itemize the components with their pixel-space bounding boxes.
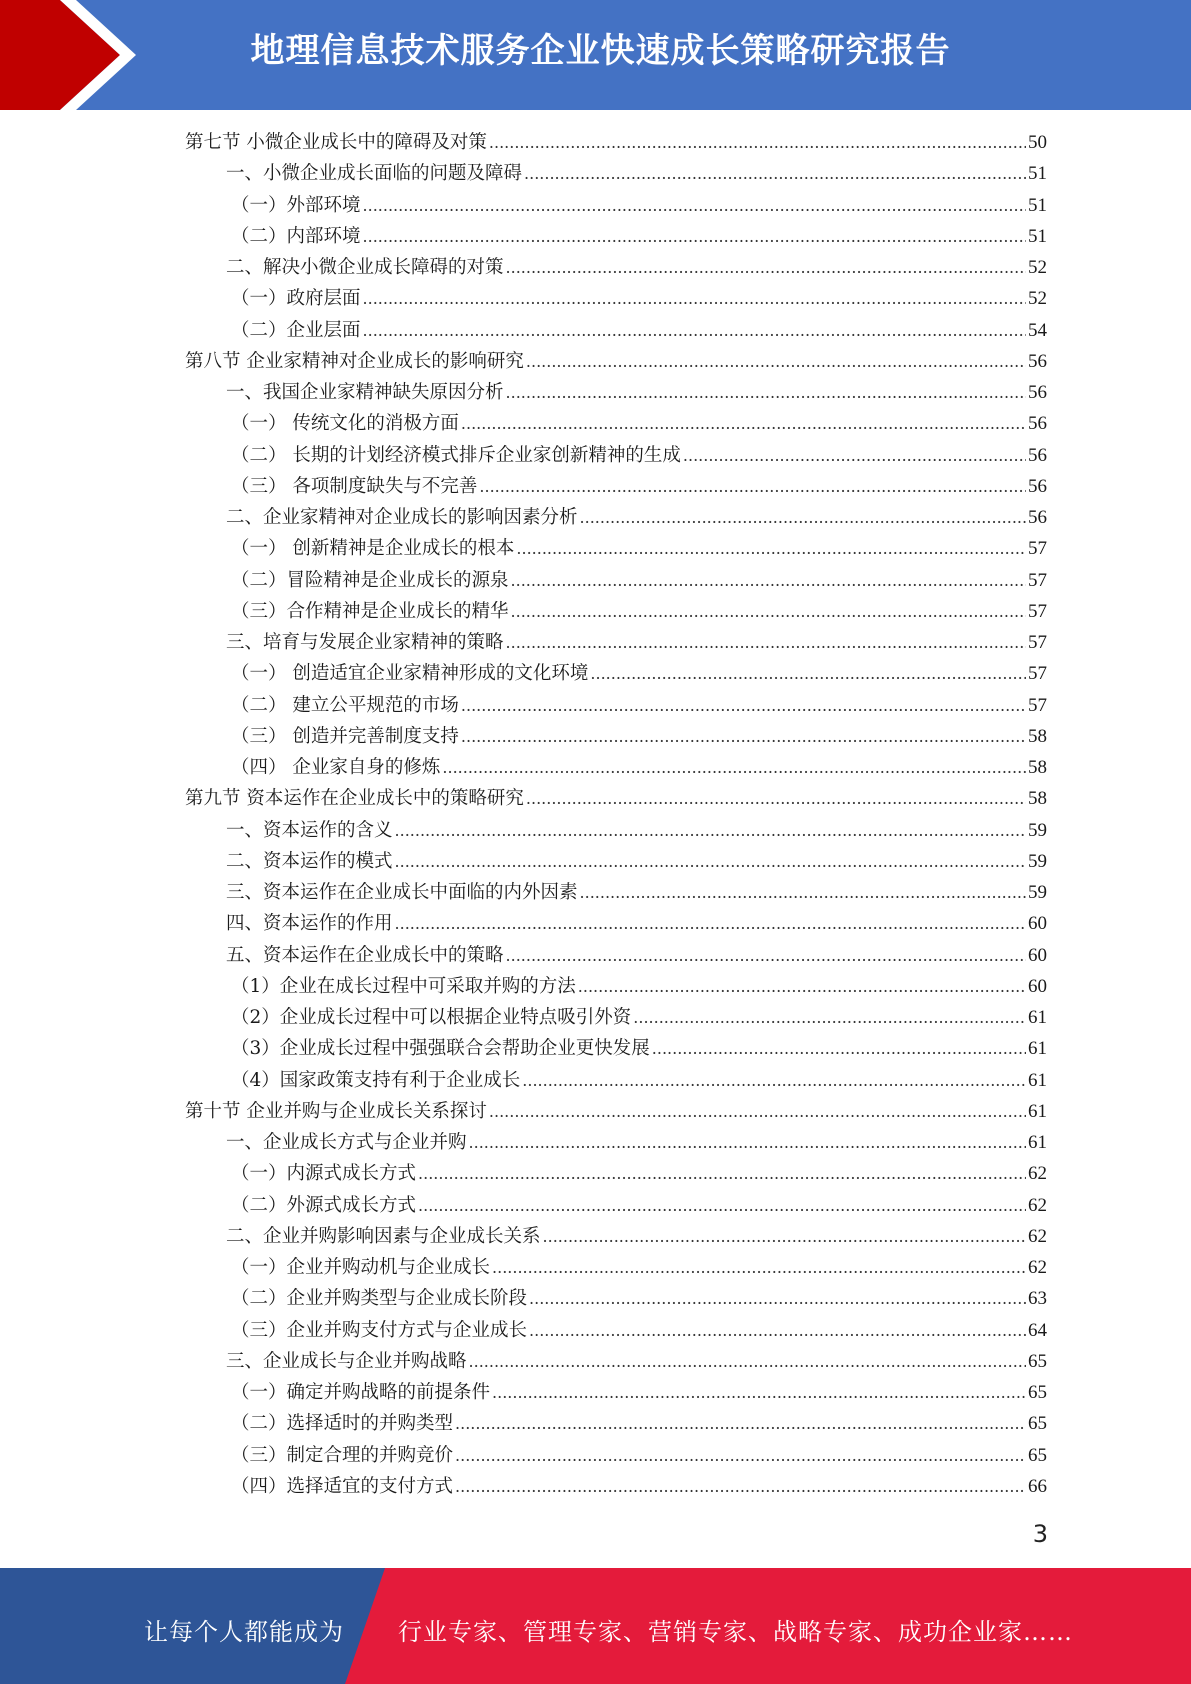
toc-entry-page: 65	[1028, 1350, 1047, 1372]
toc-entry-title: （二）企业并购类型与企业成长阶段	[231, 1288, 528, 1310]
toc-entry[interactable]	[185, 566, 1047, 597]
toc-entry[interactable]	[185, 878, 1047, 909]
toc-entry-page: 60	[1028, 944, 1047, 966]
toc-entry-title: 三、资本运作在企业成长中面临的内外因素	[226, 882, 578, 903]
toc-dot-leader	[492, 1382, 1026, 1403]
toc-dot-leader	[590, 663, 1026, 684]
toc-entry-page: 65	[1028, 1382, 1047, 1403]
toc-entry-page: 62	[1028, 1257, 1047, 1278]
toc-entry[interactable]	[185, 316, 1047, 347]
toc-entry[interactable]	[185, 409, 1047, 440]
toc-entry[interactable]	[185, 1472, 1047, 1503]
footer-slogan-right: 行业专家、管理专家、营销专家、战略专家、成功企业家……	[398, 1618, 1073, 1646]
footer-slogan-left: 让每个人都能成为	[144, 1618, 344, 1646]
toc-entry-title: （四） 企业家自身的修炼	[231, 757, 441, 778]
toc-entry[interactable]	[185, 222, 1047, 253]
toc-dot-leader	[506, 945, 1026, 966]
toc-entry[interactable]	[185, 191, 1047, 222]
toc-entry-title: 第七节 小微企业成长中的障碍及对策	[185, 132, 487, 153]
toc-entry[interactable]	[185, 378, 1047, 409]
toc-dot-leader	[524, 163, 1026, 184]
toc-entry[interactable]	[185, 691, 1047, 722]
toc-dot-leader	[506, 257, 1026, 278]
toc-entry[interactable]	[185, 1097, 1047, 1128]
toc-entry-page: 60	[1028, 913, 1047, 935]
toc-entry-title: （一） 创造适宜企业家精神形成的文化环境	[231, 663, 589, 685]
toc-entry-title: 三、培育与发展企业家精神的策略	[226, 632, 504, 653]
toc-entry-title: 二、资本运作的模式	[226, 850, 393, 872]
report-title: 地理信息技术服务企业快速成长策略研究报告	[250, 31, 951, 71]
toc-dot-leader	[529, 1288, 1026, 1309]
toc-entry-page: 57	[1028, 632, 1047, 653]
toc-dot-leader	[418, 1163, 1026, 1184]
toc-entry-title: （四）选择适宜的支付方式	[231, 1475, 454, 1497]
toc-entry[interactable]	[185, 253, 1047, 284]
toc-dot-leader	[395, 913, 1026, 934]
toc-entry[interactable]	[185, 659, 1047, 690]
toc-entry-title: （一） 传统文化的消极方面	[231, 413, 459, 435]
toc-entry-page: 59	[1028, 882, 1047, 903]
toc-entry[interactable]	[185, 1003, 1047, 1034]
toc-entry-page: 51	[1028, 225, 1047, 247]
toc-entry-page: 61	[1028, 1038, 1047, 1060]
toc-entry[interactable]	[185, 784, 1047, 815]
toc-dot-leader	[418, 1195, 1026, 1216]
toc-entry-page: 57	[1028, 663, 1047, 685]
toc-dot-leader	[395, 820, 1026, 841]
toc-entry-page: 62	[1028, 1225, 1047, 1247]
toc-entry-title: （一）政府层面	[231, 288, 361, 310]
toc-entry[interactable]	[185, 1378, 1047, 1409]
toc-dot-leader	[363, 226, 1026, 247]
toc-entry-title: （三）合作精神是企业成长的精华	[231, 600, 509, 622]
toc-entry-title: （二）企业层面	[231, 319, 361, 341]
toc-dot-leader	[683, 445, 1026, 466]
toc-dot-leader	[455, 1445, 1026, 1466]
toc-dot-leader	[506, 632, 1026, 653]
toc-entry-page: 60	[1028, 975, 1047, 997]
toc-entry[interactable]	[185, 534, 1047, 565]
toc-dot-leader	[363, 195, 1026, 216]
toc-entry-title: （三）制定合理的并购竞价	[231, 1444, 454, 1466]
toc-entry-page: 56	[1028, 350, 1047, 372]
page-number: 3	[1032, 1520, 1048, 1548]
toc-entry[interactable]	[185, 128, 1047, 159]
toc-entry-title: 二、解决小微企业成长障碍的对策	[226, 257, 504, 278]
toc-dot-leader	[469, 1351, 1026, 1372]
toc-entry-title: （三） 创造并完善制度支持	[231, 725, 459, 747]
toc-entry[interactable]	[185, 1159, 1047, 1190]
toc-entry[interactable]	[185, 1441, 1047, 1472]
toc-entry[interactable]	[185, 347, 1047, 378]
toc-dot-leader	[522, 1070, 1026, 1091]
toc-entry[interactable]	[185, 1066, 1047, 1097]
toc-entry[interactable]	[185, 628, 1047, 659]
toc-entry[interactable]	[185, 816, 1047, 847]
toc-entry[interactable]	[185, 284, 1047, 315]
toc-entry-title: （三） 各项制度缺失与不完善	[231, 475, 478, 497]
toc-entry[interactable]	[185, 1128, 1047, 1159]
toc-dot-leader	[511, 601, 1026, 622]
toc-entry-title: （二）选择适时的并购类型	[231, 1413, 454, 1435]
toc-entry[interactable]	[185, 941, 1047, 972]
header-banner	[0, 0, 1191, 110]
toc-entry[interactable]	[185, 1284, 1047, 1315]
toc-entry-title: 四、资本运作的作用	[226, 913, 393, 935]
toc-dot-leader	[529, 1320, 1026, 1341]
toc-dot-leader	[652, 1038, 1026, 1059]
toc-entry-page: 58	[1028, 725, 1047, 747]
toc-entry-title: （一）外部环境	[231, 194, 361, 216]
toc-entry-title: 第八节 企业家精神对企业成长的影响研究	[185, 350, 524, 372]
toc-entry-title: （二） 建立公平规范的市场	[231, 694, 459, 716]
toc-dot-leader	[455, 1476, 1026, 1497]
toc-entry[interactable]	[185, 1253, 1047, 1284]
toc-entry-title: （三）企业并购支付方式与企业成长	[231, 1319, 528, 1341]
toc-entry-title: （二） 长期的计划经济模式排斥企业家创新精神的生成	[231, 444, 681, 466]
toc-entry-page: 52	[1028, 288, 1047, 310]
toc-entry[interactable]	[185, 1034, 1047, 1065]
toc-entry[interactable]	[185, 753, 1047, 784]
toc-entry-page: 52	[1028, 257, 1047, 278]
toc-entry[interactable]	[185, 1191, 1047, 1222]
toc-entry-title: （一）确定并购战略的前提条件	[231, 1382, 491, 1403]
toc-dot-leader	[492, 1257, 1026, 1278]
toc-entry-title: 一、我国企业家精神缺失原因分析	[226, 382, 504, 403]
toc-entry-page: 58	[1028, 788, 1047, 810]
toc-entry-title: 五、资本运作在企业成长中的策略	[226, 944, 504, 966]
toc-entry-page: 61	[1028, 1007, 1047, 1028]
table-of-contents	[185, 128, 1047, 1503]
toc-entry[interactable]	[185, 909, 1047, 940]
toc-entry[interactable]	[185, 597, 1047, 628]
toc-entry-page: 61	[1028, 1069, 1047, 1091]
toc-entry-page: 66	[1028, 1475, 1047, 1497]
toc-entry-page: 56	[1028, 507, 1047, 528]
toc-entry[interactable]	[185, 472, 1047, 503]
toc-entry-page: 56	[1028, 444, 1047, 466]
toc-entry-page: 61	[1028, 1100, 1047, 1122]
toc-entry-page: 50	[1028, 132, 1047, 153]
toc-entry-title: （3）企业成长过程中强强联合会帮助企业更快发展	[231, 1038, 650, 1060]
toc-entry[interactable]	[185, 441, 1047, 472]
toc-dot-leader	[461, 726, 1026, 747]
toc-entry[interactable]	[185, 159, 1047, 190]
toc-dot-leader	[455, 1413, 1026, 1434]
toc-entry-page: 65	[1028, 1413, 1047, 1435]
toc-entry-page: 57	[1028, 538, 1047, 560]
toc-entry-title: （一）内源式成长方式	[231, 1163, 417, 1185]
toc-dot-leader	[580, 882, 1026, 903]
toc-dot-leader	[526, 788, 1026, 809]
toc-dot-leader	[489, 132, 1026, 153]
toc-entry-title: （二）内部环境	[231, 225, 361, 247]
toc-entry-title: （一）企业并购动机与企业成长	[231, 1257, 491, 1278]
toc-dot-leader	[506, 382, 1026, 403]
toc-entry-title: （2）企业成长过程中可以根据企业特点吸引外资	[231, 1007, 632, 1028]
toc-entry-title: 一、小微企业成长面临的问题及障碍	[226, 163, 523, 185]
toc-dot-leader	[516, 538, 1026, 559]
toc-entry-title: （二）冒险精神是企业成长的源泉	[231, 569, 509, 591]
toc-entry-title: 三、企业成长与企业并购战略	[226, 1350, 467, 1372]
toc-entry-page: 51	[1028, 194, 1047, 216]
toc-entry-page: 57	[1028, 694, 1047, 716]
toc-dot-leader	[543, 1226, 1026, 1247]
toc-entry-page: 59	[1028, 850, 1047, 872]
toc-entry-page: 57	[1028, 569, 1047, 591]
toc-entry[interactable]	[185, 847, 1047, 878]
toc-dot-leader	[580, 507, 1026, 528]
toc-dot-leader	[578, 976, 1026, 997]
toc-entry-page: 56	[1028, 382, 1047, 403]
toc-entry-page: 59	[1028, 819, 1047, 841]
toc-entry-page: 64	[1028, 1319, 1047, 1341]
toc-entry-page: 63	[1028, 1288, 1047, 1310]
toc-entry-page: 51	[1028, 163, 1047, 185]
toc-entry-title: 一、企业成长方式与企业并购	[226, 1132, 467, 1153]
toc-entry-page: 54	[1028, 319, 1047, 341]
toc-dot-leader	[461, 695, 1026, 716]
toc-entry-title: 第十节 企业并购与企业成长关系探讨	[185, 1100, 487, 1122]
toc-entry[interactable]	[185, 722, 1047, 753]
toc-dot-leader	[511, 570, 1026, 591]
toc-dot-leader	[469, 1132, 1026, 1153]
toc-entry-page: 65	[1028, 1444, 1047, 1466]
toc-dot-leader	[363, 288, 1026, 309]
toc-entry-title: （二）外源式成长方式	[231, 1194, 417, 1216]
toc-dot-leader	[526, 351, 1026, 372]
toc-entry[interactable]	[185, 503, 1047, 534]
toc-entry-page: 57	[1028, 600, 1047, 622]
toc-entry-title: 一、资本运作的含义	[226, 819, 393, 841]
toc-entry-page: 56	[1028, 413, 1047, 435]
toc-entry[interactable]	[185, 1409, 1047, 1440]
toc-dot-leader	[395, 851, 1026, 872]
toc-entry-page: 62	[1028, 1163, 1047, 1185]
toc-entry[interactable]	[185, 1347, 1047, 1378]
toc-entry[interactable]	[185, 1316, 1047, 1347]
toc-entry-title: 二、企业并购影响因素与企业成长关系	[226, 1225, 541, 1247]
toc-entry[interactable]	[185, 1222, 1047, 1253]
toc-dot-leader	[479, 476, 1026, 497]
toc-entry-title: 第九节 资本运作在企业成长中的策略研究	[185, 788, 524, 810]
toc-entry[interactable]	[185, 972, 1047, 1003]
toc-entry-title: （1）企业在成长过程中可采取并购的方法	[231, 975, 576, 997]
toc-dot-leader	[633, 1007, 1026, 1028]
toc-entry-title: 二、企业家精神对企业成长的影响因素分析	[226, 507, 578, 528]
toc-entry-title: （一） 创新精神是企业成长的根本	[231, 538, 515, 560]
toc-entry-page: 56	[1028, 475, 1047, 497]
toc-entry-title: （4）国家政策支持有利于企业成长	[231, 1069, 521, 1091]
toc-entry-page: 61	[1028, 1132, 1047, 1153]
toc-dot-leader	[363, 320, 1026, 341]
toc-dot-leader	[442, 757, 1026, 778]
footer-banner	[0, 1568, 1191, 1684]
toc-entry-page: 58	[1028, 757, 1047, 778]
toc-dot-leader	[489, 1101, 1026, 1122]
toc-dot-leader	[461, 413, 1026, 434]
toc-entry-page: 62	[1028, 1194, 1047, 1216]
